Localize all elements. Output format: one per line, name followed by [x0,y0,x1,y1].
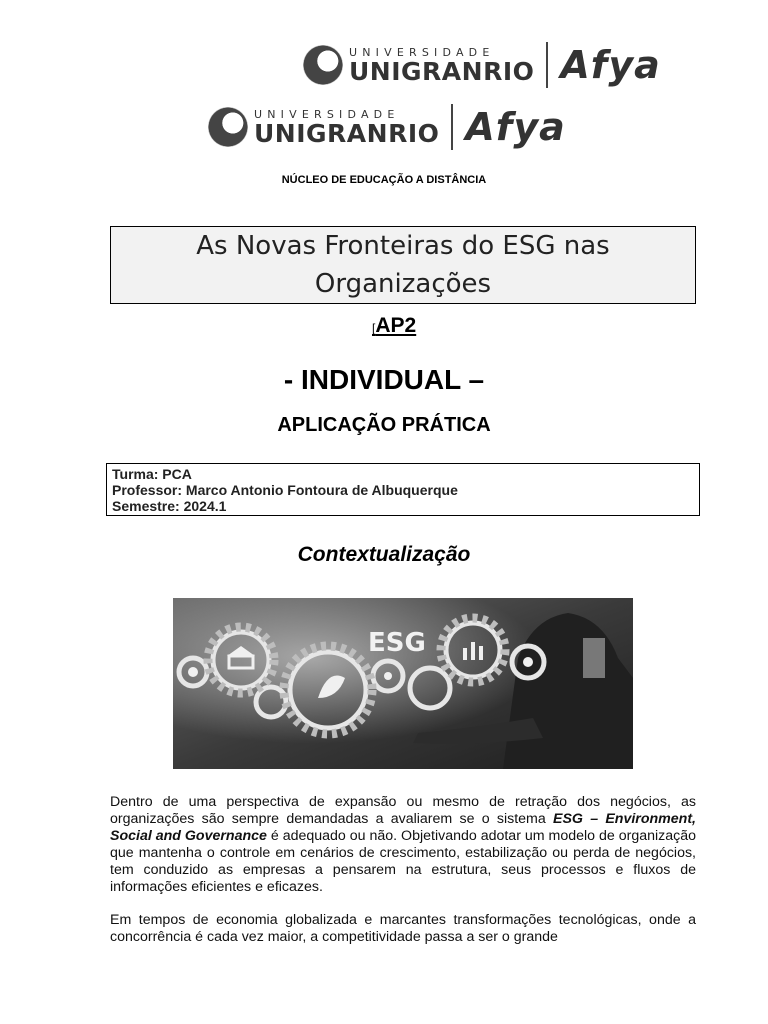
unigranrio-swirl-icon [208,107,248,147]
turma-line: Turma: PCA [112,466,192,482]
ap2-label [372,314,416,338]
universidade-text: UNIVERSIDADE [349,45,495,59]
professor-line: Professor: Marco Antonio Fontoura de Albuquerque [112,482,458,498]
logo-divider [546,42,548,88]
afya-logo: Afya [560,43,661,87]
ap2-bracket: [ [372,321,376,335]
unigranrio-swirl-icon [303,45,343,85]
individual-heading: - INDIVIDUAL – [283,364,485,395]
paragraph-2: Em tempos de economia globalizada e marcantes transformações tecnológicas, onde a concorrência é cada vez maior, a competitividade passa a ser o grande [110,912,696,945]
title-line-2: Organizações [314,269,492,299]
afya-logo: Afya [465,105,566,149]
unigranrio-wordmark [349,47,534,84]
esg-image-label: ESG [368,628,426,658]
logo-unigranrio-afya-top [303,42,661,88]
paragraph-1-part-c: é adequado ou não. Objetivando adotar um modelo de organização que mantenha o controle em cenários de crescimento, estabilização ou perda de negócios, tem conduzido as empresas a pensarem na estrutura, seus processos e fluxos de informações eficientes e eficazes. [110,828,697,895]
section-heading: Contextualização [297,543,471,566]
title-line-1: As Novas Fronteiras do ESG nas [196,231,610,261]
ap2-text: AP2 [375,314,417,337]
logo-divider [451,104,453,150]
course-info-box [106,463,700,516]
paragraph-1-part-a: Dentro de uma perspectiva de expansão ou mesmo de retração dos negócios, as organizações são sempre demandadas a avaliarem se o sistema [110,794,696,827]
paragraph-1 [110,794,696,896]
paragraph-1-esg-term: ESG – Environment, Social and Governance [110,811,697,844]
document-title-box [110,226,696,304]
esg-illustration [173,598,633,769]
unigranrio-text: UNIGRANRIO [349,56,535,86]
unigranrio-text: UNIGRANRIO [254,118,440,148]
logo-unigranrio-afya-bottom [208,104,566,150]
semestre-line: Semestre: 2024.1 [112,498,227,514]
aplicacao-heading: APLICAÇÃO PRÁTICA [277,414,491,436]
esg-gears-image [173,598,633,769]
nucleo-heading: NÚCLEO DE EDUCAÇÃO A DISTÂNCIA [281,174,487,186]
unigranrio-wordmark [254,109,439,146]
universidade-text: UNIVERSIDADE [254,107,400,121]
